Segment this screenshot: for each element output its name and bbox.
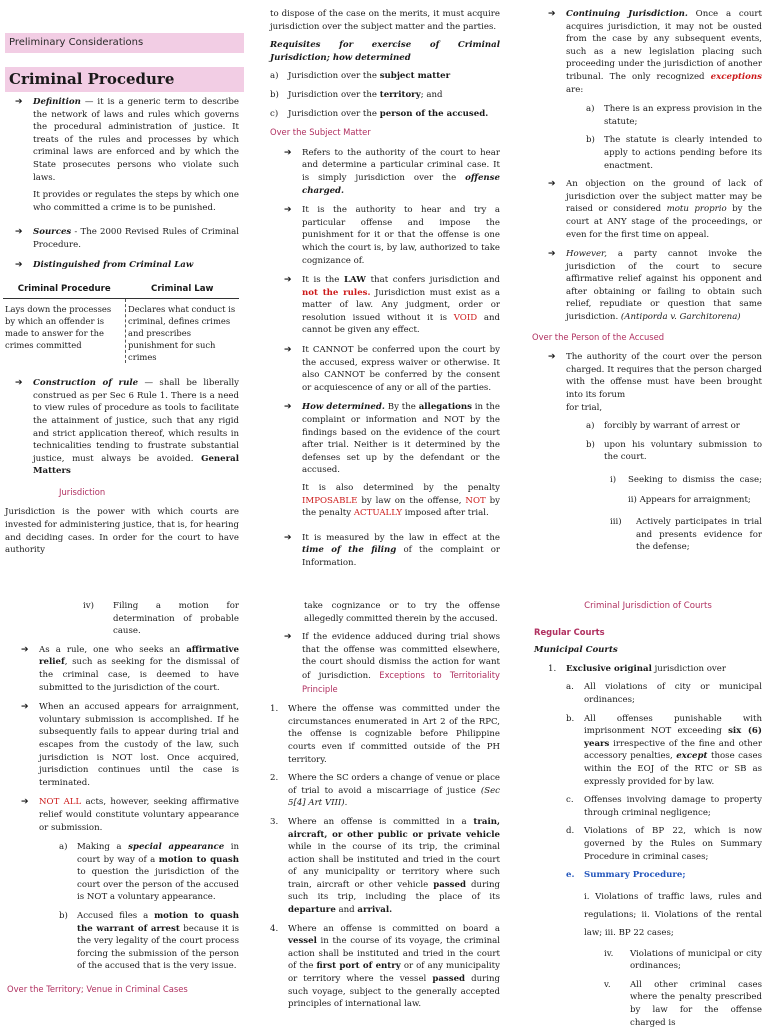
bullet-construction: [7, 377, 239, 478]
list-item: a) Making a special appearance in court by way of a motion to quash to question the jurisdiction of the court over the person of the accused is NOT a voluntary appearance.: [59, 842, 239, 903]
arrow-icon: ➔: [284, 532, 292, 543]
list-item: ➔ When an accused appears for arraignment, voluntary submission is accomplished. If he subsequently fails to appear during trial and escapes from the custody of the law, such jurisdiction is NOT lost. Once acquired, jurisdiction continues until the case is terminated.: [21, 702, 239, 788]
list-item: 4. Where an offense is committed on board a vessel in the course of its voyage, the criminal action shall be instituted and tried in the court of the first port of entry or of any municipality or territory where the vessel passed during such voyage, subject to the generally accepted principles of international law.: [270, 923, 500, 1010]
arrow-icon: ➔: [548, 9, 556, 19]
page-title: Criminal Procedure: [5, 67, 244, 92]
arrow-icon: ➔: [284, 275, 292, 286]
continued-text: take cognizance or to try the offense allegedly committed therein by the accused.: [304, 601, 500, 624]
list-item: ➔ If the evidence adduced during trial shows that the offense was committed elsewhere, the court should dismiss the action for want of jurisdiction. Exceptions to Territoriality Principle: [270, 631, 500, 696]
list-item: b. All offenses punishable with imprisonment NOT exceeding six (6) years irrespective of the fine and other accessory penalties, except those cases within the EOJ of the RTC or SB as expressly provided for by law.: [566, 713, 762, 787]
table-header: Criminal Law: [126, 283, 240, 299]
list-item: b) The statute is clearly intended to apply to actions pending before its enactment.: [586, 135, 762, 171]
list-item: a) forcibly by warrant of arrest or: [586, 421, 740, 432]
list-item: ➔ Refers to the authority of the court to hear and determine a particular criminal case. It is simply jurisdiction over the offense charged.: [284, 147, 500, 196]
list-item: 3. Where an offense is committed in a train, aircraft, or other public or private vehicle while in the course of its trip, the criminal action shall be instituted and tried in the court of any municipality or territory where such train, aircraft or other vehicle passed during such its trip, including the place of its departure and arrival.: [270, 816, 500, 916]
list-item: v. All other criminal cases where the penalty prescribed by law for the offense charged is: [604, 979, 762, 1028]
table-cell: Lays down the processes by which an offender is made to answer for the crimes committed: [3, 299, 126, 364]
list-item: 1. Exclusive original jurisdiction over: [548, 663, 726, 674]
arrow-icon: ➔: [548, 249, 556, 260]
list-item: ➔ It is the LAW that confers jurisdiction and not the rules. Jurisdiction must exist as a matter of law. Any judgment, order or resolution issued without it is VOID and cannot be given any effect.: [284, 275, 500, 336]
list-item: ➔ Continuing Jurisdiction. Once a court acquires jurisdiction, it may not be ousted from the case by any subsequent events, such as a new legislation placing such proceeding under the jurisdiction of another tribunal. The only recognized exceptions are:: [548, 9, 762, 95]
criminal-jurisdiction-heading: Criminal Jurisdiction of Courts: [584, 601, 712, 611]
list-item: ➔ How determined. By the allegations in the complaint or information and NOT by the findings based on the evidence of the court after trial. Neither is it determined by the defenses set up by the defendant or the accused. It is also determined by the penalty IMPOSABLE by law on the offense, NOT by the penalty ACTUALLY imposed after trial.: [270, 401, 500, 524]
list-item: i) Seeking to dismiss the case; ii) Appears for arraignment;: [610, 475, 762, 505]
list-item: ➔ The authority of the court over the person charged. It requires that the person charged with the offense must have been brought into its forum: [548, 352, 762, 401]
list-item: e. Summary Procedure;: [566, 870, 686, 881]
arrow-icon: ➔: [21, 797, 29, 808]
arrow-icon: ➔: [284, 345, 292, 356]
requisites-heading: Requisites for exercise of Criminal Jurisdiction; how determined: [270, 40, 500, 63]
construction-text: — shall be liberally construed as per Sec 6 Rule 1. There is a need to view rules of procedure as tools to facilitate the attainment of justice, such that any rigid and strict application thereof, which results in technicalities tending to frustrate substantial justice, must always be avoided.: [33, 378, 239, 464]
regular-courts-heading: Regular Courts: [534, 626, 605, 637]
person-heading: Over the Person of the Accused: [532, 331, 665, 342]
list-item: iv. Violations of municipal or city ordinances;: [604, 948, 762, 972]
column-1-top: [7, 96, 239, 563]
column-3-top: [534, 8, 762, 560]
general-matters-heading: General Matters: [33, 453, 239, 477]
column-1-bottom: [7, 600, 239, 1004]
arrow-icon: ➔: [15, 259, 23, 270]
list-item: iv) Filing a motion for determination of probable cause.: [83, 601, 239, 637]
sources-text: - The 2000 Revised Rules of Criminal Procedure.: [33, 227, 239, 250]
bullet-distinguished: [7, 259, 239, 272]
jurisdiction-text: Jurisdiction is the power with which courts are invested for administering justice, that is, for hearing and deciding cases. In order for the court to have authority: [5, 507, 239, 556]
list-item: c) Jurisdiction over the person of the accused.: [270, 108, 489, 119]
arrow-icon: ➔: [284, 147, 292, 158]
list-item: 1. Where the offense was committed under the circumstances enumerated in Art 2 of the RPC, the offense is cognizable before Philippine courts even if committed outside of the PH territory.: [270, 704, 500, 765]
definition-text: — it is a generic term to describe the network of laws and rules which governs the procedural administration of justice. It treats of the rules and processes by which criminal laws are enforced and by which the State prosecutes persons who violate such laws.: [33, 97, 239, 183]
arrow-icon: ➔: [284, 632, 292, 643]
list-item: c. Offenses involving damage to property through criminal negligence;: [566, 795, 762, 818]
arrow-icon: ➔: [284, 402, 292, 413]
jurisdiction-heading: Jurisdiction: [59, 486, 106, 497]
list-item: ➔ As a rule, one who seeks an affirmative relief, such as seeking for the dismissal of the criminal case, is deemed to have submitted to the jurisdiction of the court.: [21, 644, 239, 693]
list-item: ➔ NOT ALL acts, however, seeking affirmative relief would constitute voluntary appearance or submission.: [21, 797, 239, 833]
construction-label: Construction of rule: [33, 378, 139, 389]
list-item: ➔ It CANNOT be conferred upon the court by the accused, express waiver or otherwise. It also CANNOT be conferred by the consent or acquiescence of any or all of the parties.: [284, 345, 500, 393]
column-2-top: [270, 8, 500, 577]
list-item: ➔ It is measured by the law in effect at the time of the filing of the complaint or Information.: [284, 532, 501, 568]
continued-text: to dispose of the case on the merits, it must acquire jurisdiction over the subject matter and the parties.: [270, 9, 500, 32]
column-3-bottom: [534, 600, 762, 1035]
definition-text-2: It provides or regulates the steps by which one who committed a crime is to be punished.: [33, 190, 239, 213]
table-cell: Declares what conduct is criminal, defines crimes and prescribes punishment for such crimes: [128, 304, 236, 363]
arrow-icon: ➔: [15, 97, 23, 107]
definition-label: Definition: [33, 97, 81, 107]
list-item: ➔ However, a party cannot invoke the jurisdiction of the court to secure affirmative relief against his opponent and after obtaining or failing to obtain such relief, repudiate or question that same jurisdiction. (Antiporda v. Garchitorena): [548, 249, 762, 323]
list-item: 2. Where the SC orders a change of venue or place of trial to avoid a miscarriage of justice (Sec 5[4] Art VIII).: [270, 773, 500, 809]
arrow-icon: ➔: [21, 644, 29, 655]
bullet-definition: [7, 96, 239, 219]
list-item: a) There is an express provision in the statute;: [586, 104, 762, 127]
list-item: iii) Actively participates in trial and presents evidence for the defense;: [610, 517, 762, 553]
list-item: ➔ It is the authority to hear and try a particular offense and impose the punishment for it or that the offense is one which the court is, by law, authorized to take cognizance of.: [284, 205, 500, 266]
table-row: [3, 299, 239, 364]
subject-matter-heading: Over the Subject Matter: [270, 127, 371, 138]
comparison-table: [3, 283, 239, 363]
arrow-icon: ➔: [548, 352, 556, 363]
territory-heading: Over the Territory; Venue in Criminal Cases: [7, 984, 188, 995]
list-item: b) upon his voluntary submission to the court.: [586, 439, 762, 463]
sources-label: Sources: [33, 227, 72, 238]
list-item: d. Violations of BP 22, which is now governed by the Rules on Summary Procedure in criminal cases;: [566, 826, 762, 862]
section-label: Preliminary Considerations: [5, 33, 244, 53]
column-2-bottom: [270, 600, 500, 1017]
arrow-icon: ➔: [15, 227, 23, 238]
table-header: Criminal Procedure: [3, 283, 126, 299]
person-text-2: for trial,: [566, 402, 603, 413]
municipal-courts-heading: Municipal Courts: [534, 645, 618, 656]
list-item: a) Jurisdiction over the subject matter: [270, 71, 451, 82]
arrow-icon: ➔: [284, 205, 292, 216]
list-item: b) Jurisdiction over the territory; and: [270, 89, 443, 100]
bullet-sources: [7, 226, 239, 251]
distinguished-label: Distinguished from Criminal Law: [33, 259, 194, 270]
arrow-icon: ➔: [548, 179, 556, 190]
list-item: b) Accused files a motion to quash the warrant of arrest because it is the very legality of the court process forcing the submission of the person of the accused that is the very issue.: [59, 911, 239, 972]
list-item: ➔ An objection on the ground of lack of jurisdiction over the subject matter may be raised or considered motu proprio by the court at ANY stage of the proceedings, or even for the first time on appeal.: [548, 179, 762, 240]
list-item: a. All violations of city or municipal ordinances;: [566, 682, 762, 705]
arrow-icon: ➔: [21, 702, 29, 713]
arrow-icon: ➔: [15, 378, 23, 389]
list-item: i. Violations of traffic laws, rules and regulations; ii. Violations of the rental law; iii. BP 22 cases;: [584, 891, 762, 938]
